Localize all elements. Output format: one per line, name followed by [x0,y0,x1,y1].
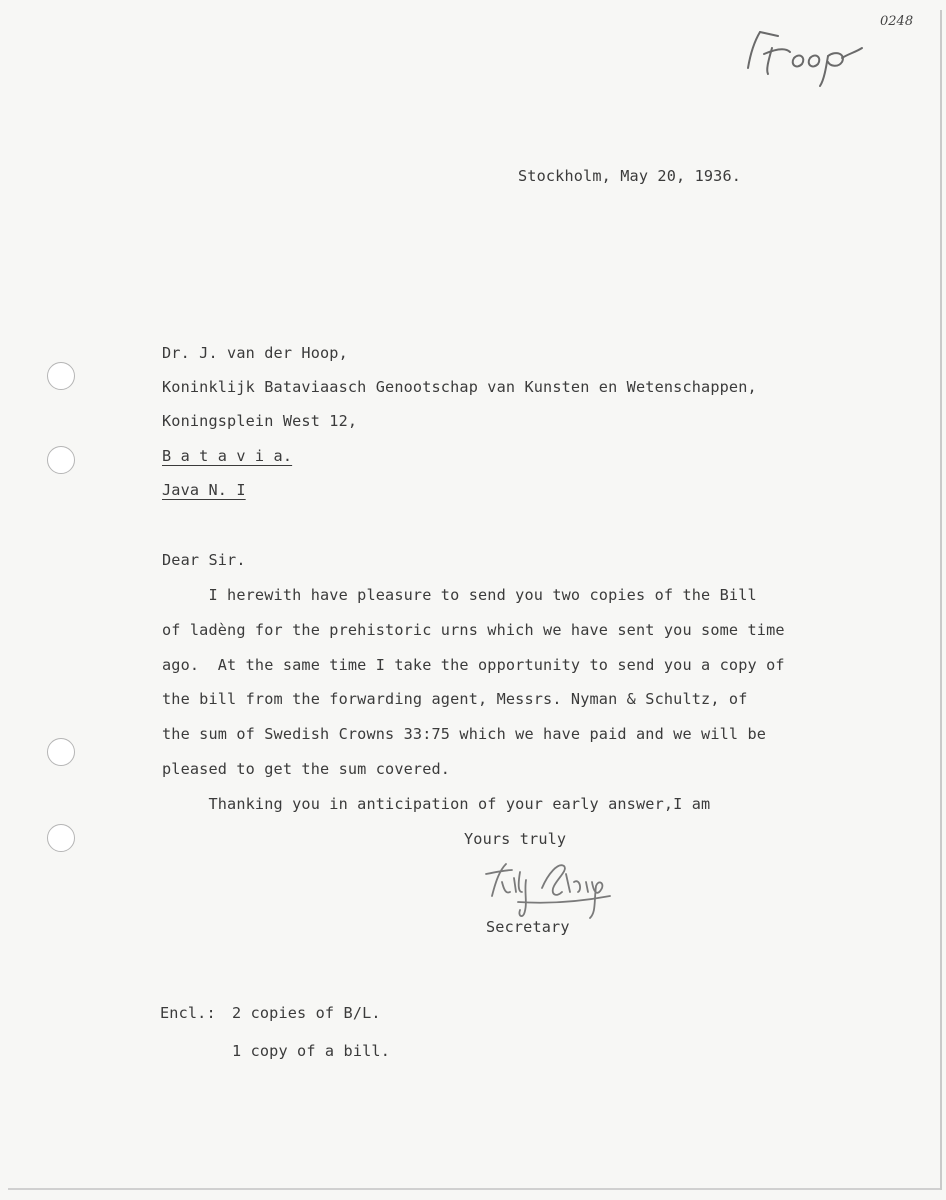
recipient-city: B a t a v i a. [162,447,293,465]
complimentary-close: Yours truly [464,830,567,848]
body-line: of ladèng for the prehistoric urns which we have sent you some time [162,621,785,639]
enclosure-item: 2 copies of B/L. [232,1004,381,1022]
page-edge-bottom [8,1188,940,1190]
enclosure-item: 1 copy of a bill. [232,1042,390,1060]
handwritten-signature [478,852,628,924]
body-line: I herewith have pleasure to send you two copies of the Bill [162,586,757,604]
recipient-institution: Koninklijk Bataviaasch Genootschap van Kunsten en Wetenschappen, [162,378,757,396]
document-number: 0248 [880,14,914,29]
recipient-street: Koningsplein West 12, [162,412,358,430]
punch-hole [47,446,75,474]
recipient-country: Java N. I [162,481,246,499]
punch-hole [47,362,75,390]
body-line: pleased to get the sum covered. [162,760,451,778]
dateline: Stockholm, May 20, 1936. [518,167,742,185]
enclosures-label: Encl.: [160,1004,216,1022]
signer-title: Secretary [486,918,570,936]
recipient-name: Dr. J. van der Hoop, [162,344,348,362]
handwritten-hoop-annotation [738,18,868,88]
body-line: the sum of Swedish Crowns 33:75 which we have paid and we will be [162,725,767,743]
salutation: Dear Sir. [162,551,246,569]
closing-line: Thanking you in anticipation of your early answer,I am [162,795,711,813]
page-edge-right [940,10,942,1190]
body-line: ago. At the same time I take the opportunity to send you a copy of [162,656,785,674]
punch-hole [47,738,75,766]
punch-hole [47,824,75,852]
body-line: the bill from the forwarding agent, Messrs. Nyman & Schultz, of [162,690,748,708]
